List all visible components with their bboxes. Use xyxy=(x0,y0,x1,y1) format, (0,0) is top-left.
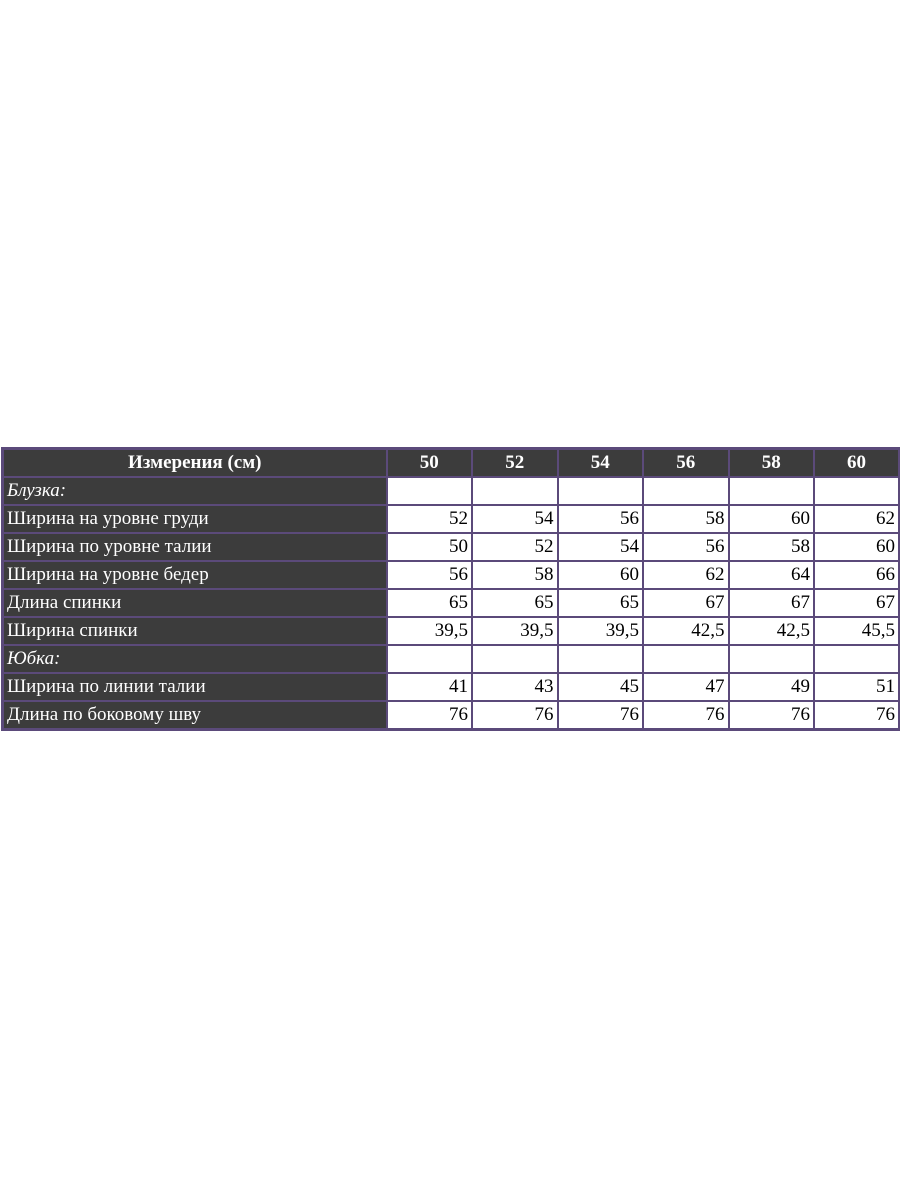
value-cell: 54 xyxy=(472,505,558,533)
value-cell: 45 xyxy=(558,673,644,701)
value-cell: 39,5 xyxy=(558,617,644,645)
size-header: 52 xyxy=(472,449,558,478)
row-label: Ширина спинки xyxy=(3,617,387,645)
header-row xyxy=(3,449,900,478)
value-cell: 43 xyxy=(472,673,558,701)
value-cell: 56 xyxy=(643,533,729,561)
row-label: Ширина на уровне бедер xyxy=(3,561,387,589)
size-header: 50 xyxy=(387,449,473,478)
empty-cell xyxy=(472,477,558,505)
value-cell: 60 xyxy=(814,533,900,561)
value-cell: 60 xyxy=(729,505,815,533)
value-cell: 76 xyxy=(387,701,473,730)
value-cell: 39,5 xyxy=(472,617,558,645)
section-row xyxy=(3,477,900,505)
empty-cell xyxy=(643,645,729,673)
empty-cell xyxy=(814,477,900,505)
value-cell: 47 xyxy=(643,673,729,701)
value-cell: 67 xyxy=(643,589,729,617)
value-cell: 76 xyxy=(814,701,900,730)
size-header: 56 xyxy=(643,449,729,478)
value-cell: 50 xyxy=(387,533,473,561)
empty-cell xyxy=(729,645,815,673)
value-cell: 42,5 xyxy=(729,617,815,645)
value-cell: 76 xyxy=(558,701,644,730)
section-title: Юбка: xyxy=(3,645,387,673)
table-row xyxy=(3,561,900,589)
value-cell: 65 xyxy=(387,589,473,617)
value-cell: 39,5 xyxy=(387,617,473,645)
value-cell: 51 xyxy=(814,673,900,701)
row-label: Длина спинки xyxy=(3,589,387,617)
table-row xyxy=(3,701,900,730)
value-cell: 67 xyxy=(729,589,815,617)
table-row xyxy=(3,617,900,645)
table-row xyxy=(3,505,900,533)
size-header: 58 xyxy=(729,449,815,478)
value-cell: 52 xyxy=(472,533,558,561)
row-label: Ширина на уровне груди xyxy=(3,505,387,533)
value-cell: 62 xyxy=(814,505,900,533)
row-label: Ширина по линии талии xyxy=(3,673,387,701)
value-cell: 52 xyxy=(387,505,473,533)
empty-cell xyxy=(643,477,729,505)
row-label: Длина по боковому шву xyxy=(3,701,387,730)
table-row xyxy=(3,533,900,561)
empty-cell xyxy=(729,477,815,505)
value-cell: 41 xyxy=(387,673,473,701)
value-cell: 76 xyxy=(729,701,815,730)
value-cell: 49 xyxy=(729,673,815,701)
value-cell: 67 xyxy=(814,589,900,617)
empty-cell xyxy=(472,645,558,673)
value-cell: 54 xyxy=(558,533,644,561)
value-cell: 65 xyxy=(558,589,644,617)
size-header: 60 xyxy=(814,449,900,478)
row-label: Ширина по уровне талии xyxy=(3,533,387,561)
value-cell: 60 xyxy=(558,561,644,589)
table-row xyxy=(3,673,900,701)
value-cell: 56 xyxy=(558,505,644,533)
size-chart xyxy=(1,447,898,731)
empty-cell xyxy=(814,645,900,673)
value-cell: 42,5 xyxy=(643,617,729,645)
value-cell: 58 xyxy=(729,533,815,561)
empty-cell xyxy=(558,645,644,673)
value-cell: 76 xyxy=(643,701,729,730)
size-header: 54 xyxy=(558,449,644,478)
header-label: Измерения (см) xyxy=(3,449,387,478)
value-cell: 56 xyxy=(387,561,473,589)
value-cell: 76 xyxy=(472,701,558,730)
value-cell: 45,5 xyxy=(814,617,900,645)
value-cell: 65 xyxy=(472,589,558,617)
empty-cell xyxy=(387,645,473,673)
value-cell: 66 xyxy=(814,561,900,589)
section-row xyxy=(3,645,900,673)
empty-cell xyxy=(387,477,473,505)
value-cell: 62 xyxy=(643,561,729,589)
value-cell: 64 xyxy=(729,561,815,589)
value-cell: 58 xyxy=(472,561,558,589)
value-cell: 58 xyxy=(643,505,729,533)
section-title: Блузка: xyxy=(3,477,387,505)
empty-cell xyxy=(558,477,644,505)
size-table xyxy=(1,447,900,731)
table-row xyxy=(3,589,900,617)
